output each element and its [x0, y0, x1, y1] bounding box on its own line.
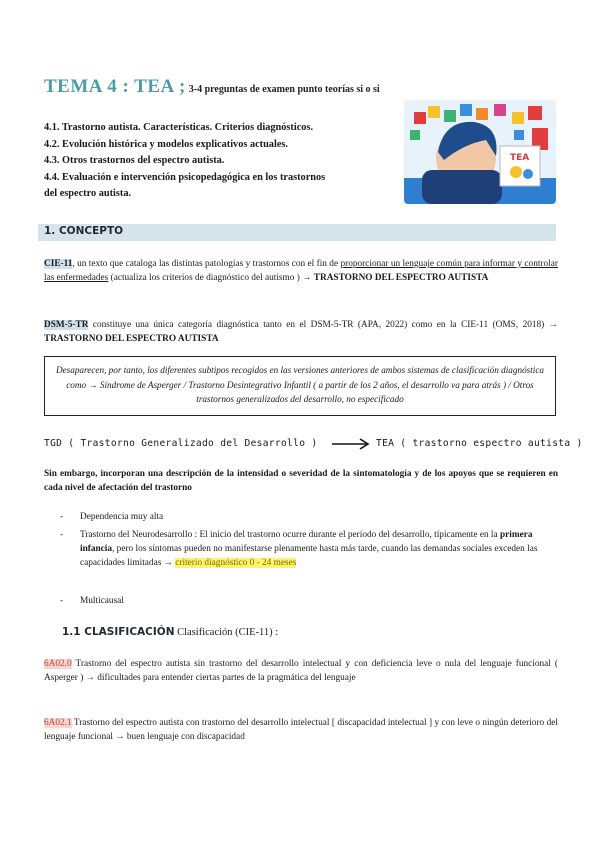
toc-item: 4.4. Evaluación e intervención psicopedagógica en los trastornos: [44, 171, 326, 183]
primera-infancia: primera infancia: [80, 530, 533, 555]
cie-bold: TRASTORNO DEL ESPECTRO AUTISTA: [313, 273, 489, 284]
cie-underlined: proporcionar un lenguaje común para informar y controlar las enfermedades: [44, 259, 558, 284]
code-paragraph: 6A02.0 Trastorno del espectro autista sin trastorno del desarrollo intelectual y con deficiencia leve o nula del lenguaje funcional ( Asperger ) → dificultades para entender ciertas partes de la pragmática del lenguaje: [44, 659, 558, 684]
subsection-header: 1.1 CLASIFICACIÓN Clasificación (CIE-11) :: [62, 626, 279, 638]
list-item: - Trastorno del Neurodesarrollo : El inicio del trastorno ocurre durante el período del desarrollo, típicamente en la primera infancia, pero los síntomas pueden no manifestarse plenamente hasta más tarde, cuando las demandas sociales exceden las capacidades limitadas → criterio diagnóstico 0 - 24 meses: [60, 530, 538, 569]
autism-illustration: [404, 100, 556, 204]
book-label: TEA: [510, 153, 530, 163]
toc-item: del espectro autista.: [44, 188, 132, 199]
section-header-concepto: [38, 224, 556, 241]
toc-item: 4.2. Evolución histórica y modelos explicativos actuales.: [44, 138, 288, 150]
note-box: Desaparecen, por tanto, los diferentes subtipos recogidos en las versiones anteriores de ambos sistemas de clasificación diagnóstica como → Síndrome de Asperger / Trastorno Desintegrativo Infantil ( a partir de los 2 años, el desarrollo va para atrás ) / Otros trastornos generalizados del desarrollo, no especificado: [44, 356, 556, 416]
title-main: TEMA 4 : TEA ;: [44, 76, 186, 97]
tea-label: TEA ( trastorno espectro autista ): [376, 438, 583, 449]
code-paragraph: 6A02.1 Trastorno del espectro autista con trastorno del desarrollo intelectual [ discapacidad intelectual ] y con leve o ningún deterioro del lenguaje funcional → buen lenguaje con discapacidad: [44, 718, 558, 743]
table-of-contents: [44, 120, 384, 203]
code-tag: 6A02.0: [44, 659, 72, 669]
cie-paragraph: CIE-11, un texto que cataloga las distintas patologías y trastornos con el fin de proporcionar un lenguaje común para informar y controlar las enfermedades (actualiza los criterios de diagnóstico del autismo ) → TRASTORNO DEL ESPECTRO AUTISTA: [44, 259, 558, 284]
criterio-diagnostico: criterio diagnóstico 0 - 24 meses: [175, 558, 297, 569]
subsection-title: 1.1 CLASIFICACIÓN: [62, 626, 175, 638]
arrow-right-icon: [330, 436, 372, 452]
section-title: 1. CONCEPTO: [44, 225, 124, 237]
page-title: [44, 76, 380, 98]
list-item: - Multicausal: [60, 596, 124, 606]
title-subtitle: 3-4 preguntas de examen punto teorías si o si: [188, 84, 380, 95]
toc-item: 4.3. Otros trastornos del espectro autista.: [44, 155, 225, 166]
illustration-image: [404, 100, 556, 204]
intensity-paragraph: Sin embargo, incorporan una descripción de la intensidad o severidad de la sintomatología y de los apoyos que se requieren en cada nivel de afectación del trastorno: [44, 469, 558, 494]
dsm-bold: TRASTORNO DEL ESPECTRO AUTISTA: [44, 334, 219, 345]
dsm-tag: DSM-5-TR: [44, 320, 89, 330]
code-tag: 6A02.1: [44, 718, 72, 728]
toc-item: 4.1. Trastorno autista. Características. Criterios diagnósticos.: [44, 122, 314, 133]
tgd-label: TGD ( Trastorno Generalizado del Desarrollo ): [44, 438, 318, 449]
cie-tag: CIE-11: [44, 259, 73, 269]
list-item: - Dependencia muy alta: [60, 512, 164, 522]
dsm-paragraph: DSM-5-TR constituye una única categoría diagnóstica tanto en el DSM-5-TR (APA, 2022) como en la CIE-11 (OMS, 2018) → TRASTORNO DEL ESPECTRO AUTISTA: [44, 320, 558, 345]
